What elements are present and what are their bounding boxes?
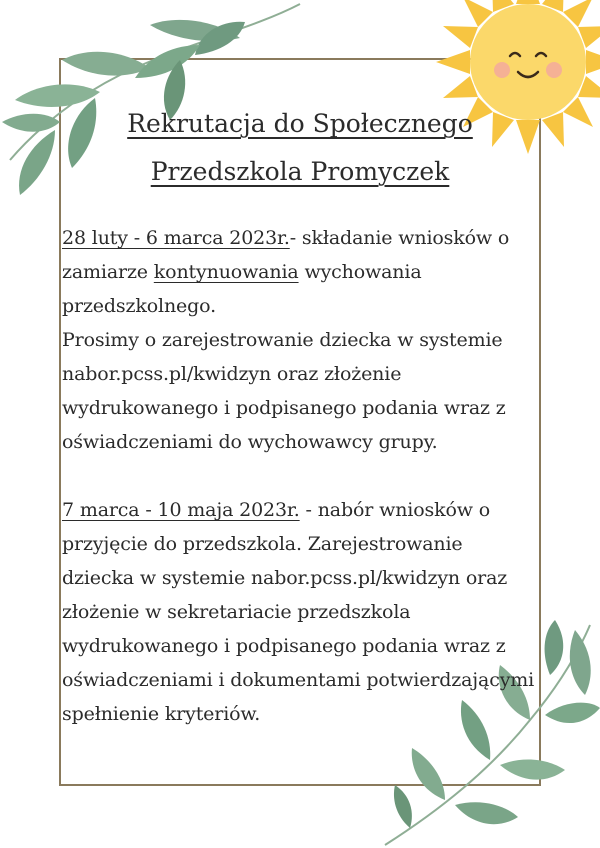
announcement-body [62,221,540,731]
page-title [60,100,540,196]
continuation-text: - składanie wniosków o zamiarze [62,227,510,283]
continuation-text-end: wychowania przedszkolnego. [62,261,422,317]
paragraph-recruitment [62,493,540,731]
title-line-1: Rekrutacja do Społecznego [127,109,473,138]
paragraph-continuation [62,221,540,323]
recruitment-text: - nabór wniosków o przyjęcie do przedszkola. Zarejestrowanie dziecka w systemie nabor.pcss.pl/kwidzyn oraz złożenie w sekretariacie przedszkola wydrukowanego i podpisanego podania wraz z oświadczeniami i dokumentami potwierdzającymi spełnienie kryteriów. [62,499,535,725]
date-range-recruitment: 7 marca - 10 maja 2023r. [62,499,300,521]
emphasis-continuation: kontynuowania [153,261,299,283]
paragraph-registration-note: Prosimy o zarejestrowanie dziecka w systemie nabor.pcss.pl/kwidzyn oraz złożenie wydrukowanego i podpisanego podania wraz z oświadczeniami do wychowawcy grupy. [62,329,506,453]
date-range-continuation: 28 luty - 6 marca 2023r. [62,227,290,249]
title-line-2: Przedszkola Promyczek [150,157,450,186]
